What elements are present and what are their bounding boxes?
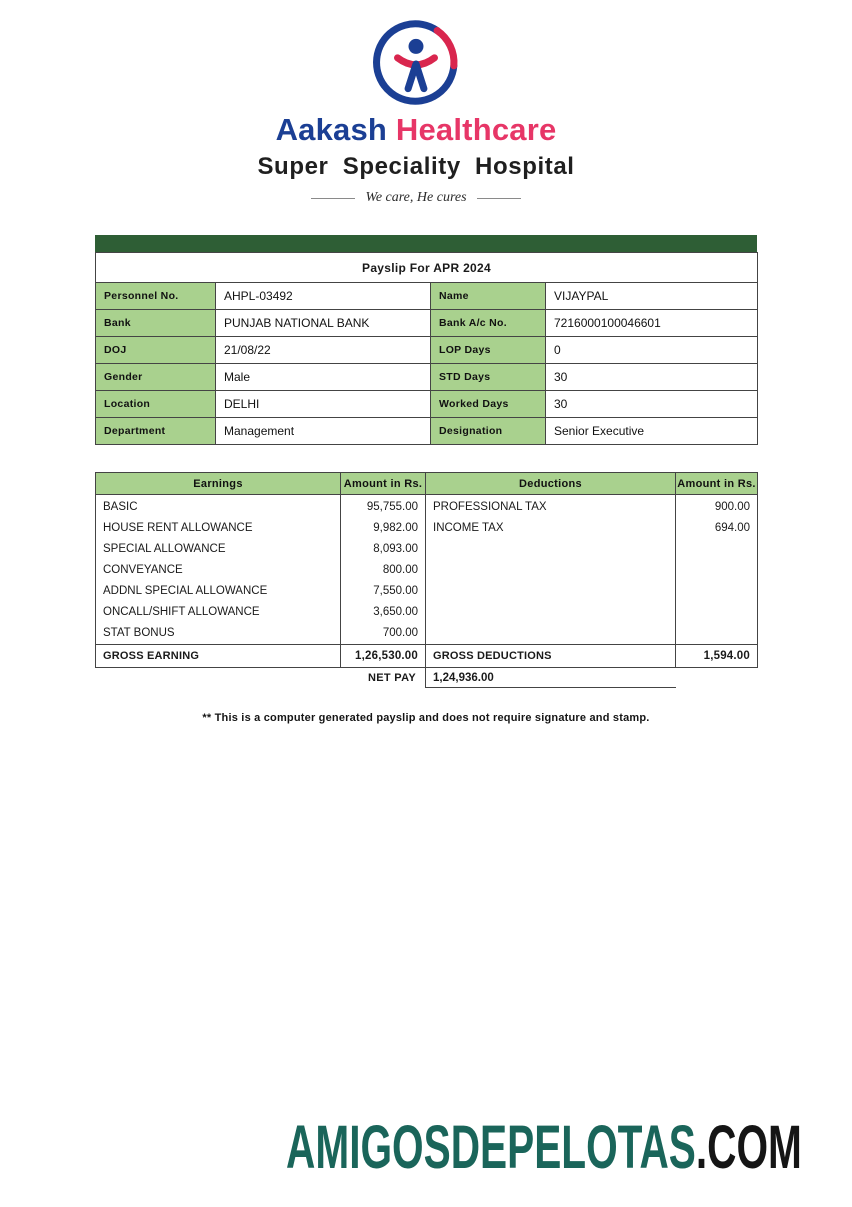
earning-amount: 800.00 — [382, 564, 418, 576]
hospital-logo-icon — [372, 20, 460, 108]
deduction-amount: 900.00 — [714, 501, 750, 513]
info-row — [96, 418, 758, 445]
deduction-name: INCOME TAX — [433, 522, 504, 534]
gross-earning-label: GROSS EARNING — [103, 650, 200, 662]
info-value: Male — [216, 364, 431, 391]
info-value: 30 — [546, 364, 758, 391]
info-label: Gender — [96, 364, 216, 391]
info-label: Bank — [96, 310, 216, 337]
gross-deductions-label-cell — [426, 645, 676, 668]
site-watermark — [286, 1112, 802, 1182]
info-label: Department — [96, 418, 216, 445]
earnings-name-list — [96, 495, 341, 645]
earning-name: CONVEYANCE — [103, 564, 183, 576]
info-label: Name — [431, 283, 546, 310]
gross-earning-amount-cell — [341, 645, 426, 668]
info-value: VIJAYPAL — [546, 283, 758, 310]
deductions-name-list — [426, 495, 676, 645]
brand-name-primary: Aakash — [275, 112, 388, 147]
site-watermark-tld: .COM — [695, 1113, 802, 1182]
earning-amount: 8,093.00 — [373, 543, 418, 555]
payslip-info-table — [95, 252, 758, 445]
earning-amount: 9,982.00 — [373, 522, 418, 534]
hospital-header — [0, 20, 832, 206]
site-watermark-name: AMIGOSDEPELOTAS — [286, 1113, 696, 1182]
gross-deductions-label: GROSS DEDUCTIONS — [433, 650, 552, 662]
brand-name — [276, 112, 557, 148]
info-row — [96, 391, 758, 418]
table-top-bar — [95, 235, 757, 252]
deductions-amount-header: Amount in Rs. — [676, 473, 758, 495]
info-label: Location — [96, 391, 216, 418]
earning-name: SPECIAL ALLOWANCE — [103, 543, 226, 555]
info-row — [96, 310, 758, 337]
info-value: 21/08/22 — [216, 337, 431, 364]
computer-generated-note: ** This is a computer generated payslip and does not require signature and stamp. — [202, 712, 650, 724]
deductions-header: Deductions — [426, 473, 676, 495]
earning-amount: 700.00 — [382, 627, 418, 639]
info-label: Personnel No. — [96, 283, 216, 310]
tagline-dash-right — [477, 198, 521, 199]
brand-name-secondary: Healthcare — [395, 112, 557, 147]
info-label: STD Days — [431, 364, 546, 391]
deductions-amount-list — [676, 495, 758, 645]
hospital-subtitle: Super Speciality Hospital — [257, 153, 575, 180]
earnings-amount-list — [341, 495, 426, 645]
earning-name: ADDNL SPECIAL ALLOWANCE — [103, 585, 268, 597]
earning-name: HOUSE RENT ALLOWANCE — [103, 522, 253, 534]
gross-earning-amount: 1,26,530.00 — [355, 650, 418, 662]
payslip-title-row — [96, 253, 758, 283]
info-value: 30 — [546, 391, 758, 418]
earning-name: BASIC — [103, 501, 138, 513]
deduction-amount: 694.00 — [714, 522, 750, 534]
info-row — [96, 337, 758, 364]
deduction-name: PROFESSIONAL TAX — [433, 501, 547, 513]
payslip-title: Payslip For APR 2024 — [96, 253, 758, 283]
earning-amount: 3,650.00 — [373, 606, 418, 618]
gross-deductions-amount-cell — [676, 645, 758, 668]
earning-name: STAT BONUS — [103, 627, 175, 639]
info-value: AHPL-03492 — [216, 283, 431, 310]
earnings-header: Earnings — [96, 473, 341, 495]
tagline-row — [311, 190, 520, 206]
info-row — [96, 364, 758, 391]
gross-earning-label-cell — [96, 645, 341, 668]
info-value: Management — [216, 418, 431, 445]
tagline-text: We care, He cures — [365, 190, 467, 205]
amounts-header-row — [96, 473, 758, 495]
info-label: Designation — [431, 418, 546, 445]
info-label: LOP Days — [431, 337, 546, 364]
net-pay-label: NET PAY — [368, 671, 416, 684]
info-value: DELHI — [216, 391, 431, 418]
earning-amount: 7,550.00 — [373, 585, 418, 597]
info-label: DOJ — [96, 337, 216, 364]
gross-row — [96, 645, 758, 668]
tagline-dash-left — [311, 198, 355, 199]
earnings-amount-header: Amount in Rs. — [341, 473, 426, 495]
earning-amount: 95,755.00 — [366, 501, 418, 513]
net-pay-empty-cell — [676, 668, 758, 688]
earnings-deductions-table — [95, 472, 758, 688]
amounts-body-row — [96, 495, 758, 645]
info-row — [96, 283, 758, 310]
earning-name: ONCALL/SHIFT ALLOWANCE — [103, 606, 260, 618]
info-value: Senior Executive — [546, 418, 758, 445]
info-label: Worked Days — [431, 391, 546, 418]
info-value: 0 — [546, 337, 758, 364]
net-pay-amount: 1,24,936.00 — [426, 668, 676, 688]
info-value: PUNJAB NATIONAL BANK — [216, 310, 431, 337]
net-pay-row — [96, 668, 758, 688]
gross-deductions-amount: 1,594.00 — [703, 650, 750, 662]
info-label: Bank A/c No. — [431, 310, 546, 337]
info-value: 7216000100046601 — [546, 310, 758, 337]
